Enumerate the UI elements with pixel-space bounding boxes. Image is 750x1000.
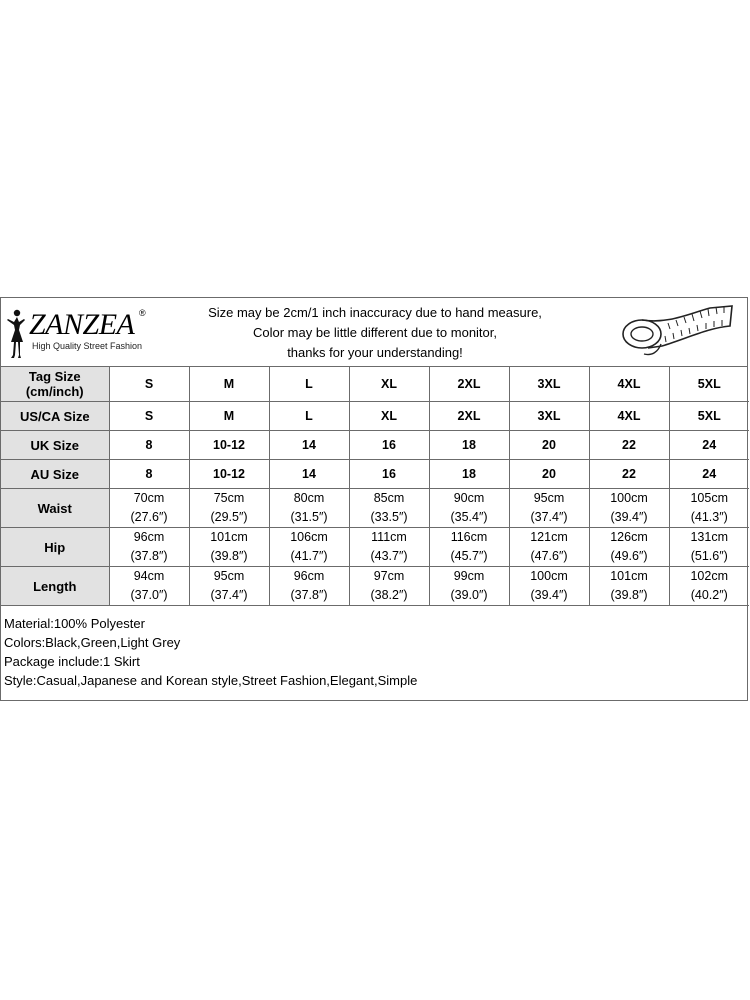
table-cell: L [269, 367, 349, 402]
table-cell [429, 528, 509, 567]
table-cell: L [269, 402, 349, 431]
table-cell: 20 [509, 460, 589, 489]
table-cell: S [109, 367, 189, 402]
table-cell [589, 528, 669, 567]
table-row [1, 528, 749, 567]
inch-value: (47.6″) [530, 549, 568, 563]
brand-logo [5, 306, 165, 360]
notice-line: Size may be 2cm/1 inch inaccuracy due to hand measure, [208, 305, 542, 320]
table-cell [589, 489, 669, 528]
inch-value: (31.5″) [290, 510, 328, 524]
table-cell: 22 [589, 431, 669, 460]
size-chart-sheet [0, 297, 748, 701]
table-cell [589, 567, 669, 606]
inch-value: (43.7″) [370, 549, 408, 563]
measuring-tape-icon [618, 304, 736, 360]
table-cell: 4XL [589, 402, 669, 431]
inch-value: (39.4″) [530, 588, 568, 602]
inch-value: (41.7″) [290, 549, 328, 563]
cm-value: 70cm [133, 491, 165, 505]
inch-value: (40.2″) [690, 588, 728, 602]
cm-value: 95cm [533, 491, 565, 505]
inch-value: (37.8″) [130, 549, 168, 563]
table-cell [189, 489, 269, 528]
cm-value: 102cm [690, 569, 729, 583]
cm-value: 96cm [293, 569, 325, 583]
table-cell: 3XL [509, 367, 589, 402]
table-row [1, 489, 749, 528]
table-row [1, 567, 749, 606]
cm-value: 80cm [293, 491, 325, 505]
table-cell: 16 [349, 460, 429, 489]
inch-value: (41.3″) [690, 510, 728, 524]
cm-value: 100cm [530, 569, 568, 583]
brand-name: ZANZEA [29, 308, 135, 341]
table-cell: 4XL [589, 367, 669, 402]
inch-value: (37.4″) [210, 588, 248, 602]
cm-value: 106cm [290, 530, 328, 544]
inch-value: (45.7″) [450, 549, 488, 563]
cm-value: 116cm [450, 530, 488, 544]
table-cell [669, 489, 749, 528]
table-cell: 10-12 [189, 460, 269, 489]
notice-line: thanks for your understanding! [287, 345, 463, 360]
table-row [1, 431, 749, 460]
cm-value: 95cm [213, 569, 245, 583]
table-cell [269, 528, 349, 567]
table-cell: 8 [109, 431, 189, 460]
cm-value: 99cm [453, 569, 485, 583]
inch-value: (29.5″) [210, 510, 248, 524]
table-cell: 24 [669, 460, 749, 489]
inch-value: (27.6″) [130, 510, 168, 524]
table-cell [349, 528, 429, 567]
table-row [1, 460, 749, 489]
notice-line: Color may be little different due to monitor, [253, 325, 497, 340]
table-cell: 24 [669, 431, 749, 460]
table-cell [109, 489, 189, 528]
table-cell: 14 [269, 431, 349, 460]
table-cell: 18 [429, 460, 509, 489]
cm-value: 121cm [530, 530, 568, 544]
inch-value: (37.8″) [290, 588, 328, 602]
table-cell [429, 567, 509, 606]
package-text: Package include:1 Skirt [4, 654, 140, 669]
cm-value: 75cm [213, 491, 245, 505]
table-cell: 2XL [429, 367, 509, 402]
table-cell [189, 528, 269, 567]
cm-value: 126cm [610, 530, 648, 544]
cm-value: 90cm [453, 491, 485, 505]
table-cell: M [189, 367, 269, 402]
row-label: Waist [1, 489, 109, 528]
style-text: Style:Casual,Japanese and Korean style,Street Fashion,Elegant,Simple [4, 673, 418, 688]
row-label: Hip [1, 528, 109, 567]
brand-tagline: High Quality Street Fashion [32, 341, 143, 351]
cm-value: 131cm [690, 530, 729, 544]
table-cell [509, 489, 589, 528]
inch-value: (37.0″) [130, 588, 168, 602]
product-info [4, 614, 417, 690]
table-cell [269, 489, 349, 528]
table-cell: 20 [509, 431, 589, 460]
table-row [1, 367, 749, 402]
table-cell [189, 567, 269, 606]
table-row [1, 402, 749, 431]
measurement-notice [175, 303, 575, 363]
inch-value: (35.4″) [450, 510, 488, 524]
colors-text: Colors:Black,Green,Light Grey [4, 635, 181, 650]
inch-value: (49.6″) [610, 549, 648, 563]
cm-value: 111cm [371, 530, 407, 544]
table-cell [269, 567, 349, 606]
table-cell: XL [349, 367, 429, 402]
table-cell [109, 528, 189, 567]
cm-value: 100cm [610, 491, 648, 505]
material-text: Material:100% Polyester [4, 616, 145, 631]
cm-value: 96cm [133, 530, 165, 544]
table-cell: 2XL [429, 402, 509, 431]
table-cell: 8 [109, 460, 189, 489]
inch-value: (39.8″) [210, 549, 248, 563]
table-cell: 22 [589, 460, 669, 489]
table-cell: 18 [429, 431, 509, 460]
cm-value: 94cm [133, 569, 165, 583]
table-cell: 14 [269, 460, 349, 489]
row-label: Length [1, 567, 109, 606]
woman-silhouette-icon [5, 308, 27, 360]
row-label: Tag Size (cm/inch) [1, 367, 109, 402]
table-cell: M [189, 402, 269, 431]
row-label: AU Size [1, 460, 109, 489]
registered-mark: ® [139, 308, 146, 318]
inch-value: (38.2″) [370, 588, 408, 602]
table-cell: 5XL [669, 367, 749, 402]
inch-value: (51.6″) [690, 549, 728, 563]
cm-value: 85cm [373, 491, 405, 505]
table-cell: 3XL [509, 402, 589, 431]
inch-value: (39.8″) [610, 588, 648, 602]
table-cell [509, 567, 589, 606]
row-label: UK Size [1, 431, 109, 460]
row-label: US/CA Size [1, 402, 109, 431]
table-cell [349, 489, 429, 528]
table-cell: S [109, 402, 189, 431]
size-table [1, 367, 749, 606]
table-cell [669, 528, 749, 567]
table-cell: 5XL [669, 402, 749, 431]
inch-value: (39.0″) [450, 588, 488, 602]
size-chart-header [1, 298, 747, 367]
table-cell [109, 567, 189, 606]
cm-value: 97cm [373, 569, 405, 583]
table-cell [349, 567, 429, 606]
table-cell [669, 567, 749, 606]
table-cell [429, 489, 509, 528]
cm-value: 101cm [210, 530, 248, 544]
cm-value: 105cm [690, 491, 729, 505]
table-cell: 16 [349, 431, 429, 460]
inch-value: (39.4″) [610, 510, 648, 524]
inch-value: (33.5″) [370, 510, 408, 524]
table-cell: 10-12 [189, 431, 269, 460]
table-cell [509, 528, 589, 567]
table-cell: XL [349, 402, 429, 431]
cm-value: 101cm [610, 569, 648, 583]
inch-value: (37.4″) [530, 510, 568, 524]
